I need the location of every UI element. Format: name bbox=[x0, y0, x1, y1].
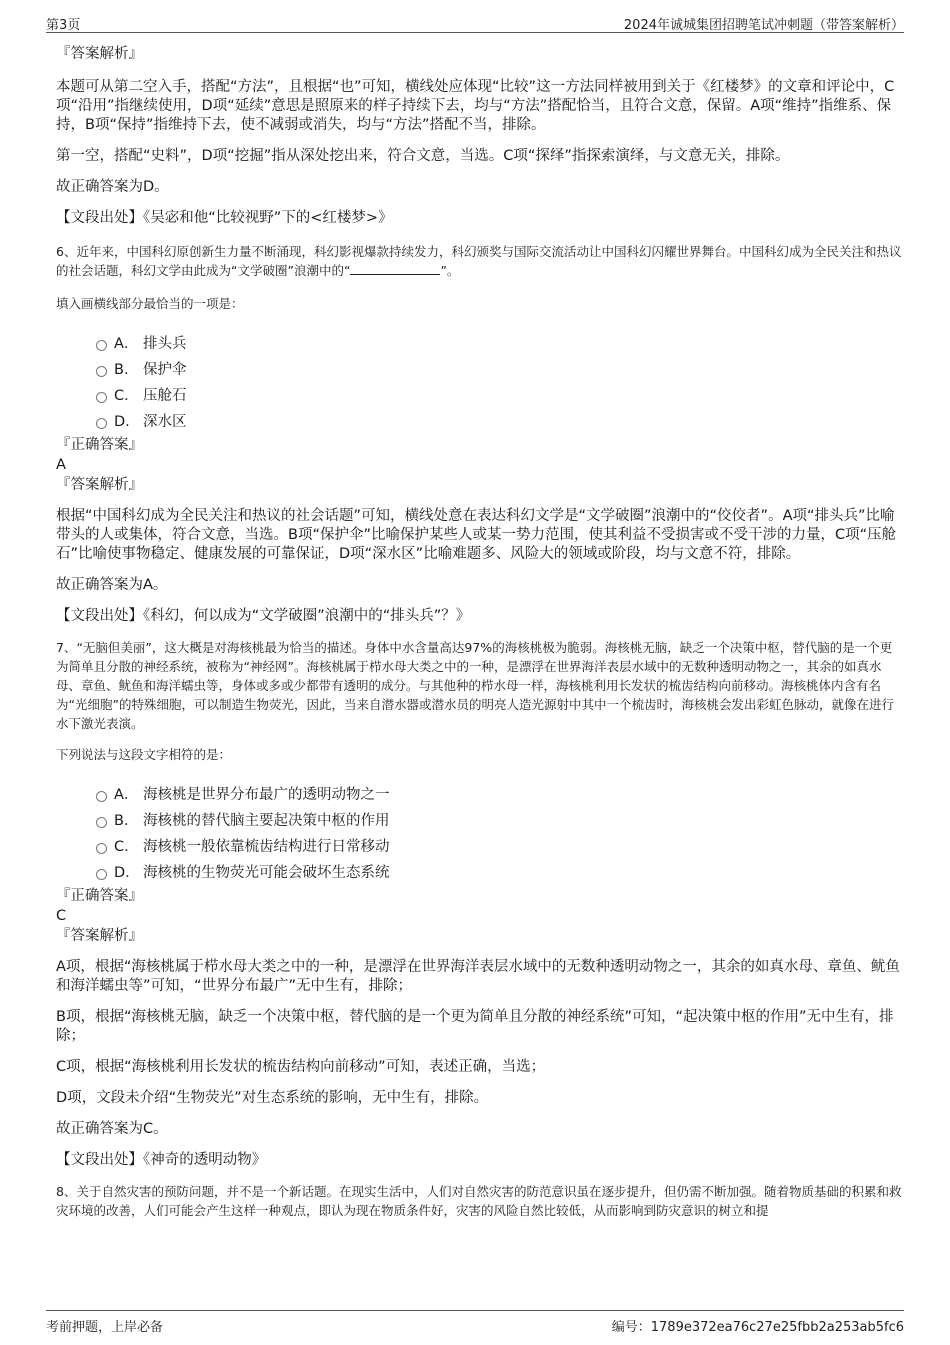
q6-source: 【文段出处】《科幻，何以成为“文学破圈”浪潮中的“排头兵”？》 bbox=[56, 608, 471, 624]
q6-instruction: 填入画横线部分最恰当的一项是： bbox=[56, 296, 244, 311]
q5-analysis-paragraph: 本题可从第二空入手，搭配“方法”，且根据“也”可知，横线处应体现“比较”这一方法同样被用到关于《红楼梦》的文章和评论中，C项“沿用”指继续使用，D项“延续”意思是照原来的样子持续下去，均与“方法”搭配恰当，且符合文意，保留。A项“维持”指维系、保持，B项“保持”指维持下去，使不减弱或消失，均与“方法”搭配不当，排除。 bbox=[56, 79, 895, 133]
page-header bbox=[46, 12, 904, 33]
radio-icon[interactable] bbox=[96, 869, 107, 880]
page-number: 第3页 bbox=[46, 18, 81, 33]
radio-icon[interactable] bbox=[96, 843, 107, 854]
document-title: 2024年诚城集团招聘笔试冲刺题（带答案解析） bbox=[623, 18, 904, 33]
radio-icon[interactable] bbox=[96, 392, 107, 403]
q8-stem: 8、关于自然灾害的预防问题，并不是一个新话题。在现实生活中，人们对自然灾害的防范意识虽在逐步提升，但仍需不断加强。随着物质基础的积累和救灾环境的改善，人们可能会产生这样一种观点，即认为现在物质条件好，灾害的风险自然比较低，从而影响到防灾意识的树立和提 bbox=[56, 1184, 902, 1218]
page-footer bbox=[46, 1310, 904, 1333]
q7-stem: 7、“无脑但美丽”，这大概是对海核桃最为恰当的描述。身体中水含量高达97%的海核桃极为脆弱。海核桃无脑，缺乏一个决策中枢，替代脑的是一个更为简单且分散的神经系统，被称为“神经网”。海核桃属于栉水母大类之中的一种，是漂浮在世界海洋表层水域中的无数种透明动物之一，其余的如真水母、章鱼、鱿鱼和海洋蠕虫等，身体或多或少都带有透明的成分。与其他种的栉水母一样，海核桃利用长发状的梳齿结构向前移动。海核桃体内含有名为“光细胞”的特殊细胞，可以制造生物荧光，因此，当来自潜水器或潜水员的明亮人造光源射中其中一个梳齿时，海核桃会发出彩虹色脉动，就像在进行水下激光表演。 bbox=[56, 640, 894, 731]
q7-answer-label: 『正确答案』 bbox=[56, 888, 143, 904]
q5-conclusion: 故正确答案为D。 bbox=[56, 179, 169, 195]
q7-analysis-paragraph: D项，文段未介绍“生物荧光”对生态系统的影响，无中生有，排除。 bbox=[56, 1090, 489, 1106]
radio-icon[interactable] bbox=[96, 817, 107, 828]
q7-option-d[interactable]: D． 海核桃的生物荧光可能会破坏生态系统 bbox=[56, 860, 902, 886]
radio-icon[interactable] bbox=[96, 340, 107, 351]
q7-source: 【文段出处】《神奇的透明动物》 bbox=[56, 1152, 267, 1168]
q6-option-c[interactable]: C． 压舱石 bbox=[56, 383, 902, 409]
q5-analysis-paragraph: 第一空，搭配“史料”，D项“挖掘”指从深处挖出来，符合文意，当选。C项“探绎”指探索演绎，与文意无关，排除。 bbox=[56, 148, 790, 164]
q6-option-d[interactable]: D． 深水区 bbox=[56, 409, 902, 435]
q7-option-c[interactable]: C． 海核桃一般依靠梳齿结构进行日常移动 bbox=[56, 834, 902, 860]
footer-slogan: 考前押题，上岸必备 bbox=[46, 1320, 164, 1335]
q7-analysis-paragraph: A项，根据“海核桃属于栉水母大类之中的一种，是漂浮在世界海洋表层水域中的无数种透明动物之一，其余的如真水母、章鱼、鱿鱼和海洋蠕虫等”可知，“世界分布最广”无中生有，排除； bbox=[56, 959, 900, 994]
q7-options bbox=[56, 782, 902, 886]
q5-analysis-label: 『答案解析』 bbox=[56, 46, 143, 62]
q6-options bbox=[56, 331, 902, 435]
q6-stem-end: ”。 bbox=[440, 263, 460, 278]
q6-stem bbox=[56, 242, 902, 280]
q6-option-a[interactable]: A． 排头兵 bbox=[56, 331, 902, 357]
q7-analysis-paragraph: B项，根据“海核桃无脑，缺乏一个决策中枢，替代脑的是一个更为简单且分散的神经系统”可知，“起决策中枢的作用”无中生有，排除； bbox=[56, 1009, 894, 1044]
q6-option-b[interactable]: B． 保护伞 bbox=[56, 357, 902, 383]
q7-conclusion: 故正确答案为C。 bbox=[56, 1121, 168, 1137]
q7-option-a[interactable]: A． 海核桃是世界分布最广的透明动物之一 bbox=[56, 782, 902, 808]
q7-option-b[interactable]: B． 海核桃的替代脑主要起决策中枢的作用 bbox=[56, 808, 902, 834]
q6-analysis-paragraph: 根据“中国科幻成为全民关注和热议的社会话题”可知，横线处意在表达科幻文学是“文学破圈”浪潮中的“佼佼者”。A项“排头兵”比喻带头的人或集体，符合文意，当选。B项“保护伞”比喻保护某些人或某一势力范围，使其利益不受损害或不受干涉的力量，C项“压舱石”比喻使事物稳定、健康发展的可靠保证，D项“深水区”比喻难题多、风险大的领域或阶段，均与文意不符，排除。 bbox=[56, 508, 897, 562]
radio-icon[interactable] bbox=[96, 366, 107, 377]
q6-stem-text: 6、近年来，中国科幻原创新生力量不断涌现，科幻影视爆款持续发力，科幻颁奖与国际交流活动让中国科幻闪耀世界舞台。中国科幻成为全民关注和热议的社会话题，科幻文学由此成为“文学破圈”浪潮中的“ bbox=[56, 244, 902, 278]
document-code: 编号：1789e372ea76c27e25fbb2a253ab5fc6 bbox=[611, 1320, 904, 1335]
radio-icon[interactable] bbox=[96, 418, 107, 429]
document-body bbox=[56, 44, 902, 1220]
radio-icon[interactable] bbox=[96, 791, 107, 802]
q7-analysis-paragraph: C项，根据“海核桃利用长发状的梳齿结构向前移动”可知，表述正确，当选； bbox=[56, 1059, 546, 1075]
q6-answer: A bbox=[56, 457, 66, 473]
q7-answer: C bbox=[56, 908, 67, 924]
q5-source: 【文段出处】《吴宓和他“比较视野”下的<红楼梦>》 bbox=[56, 210, 393, 226]
q7-instruction: 下列说法与这段文字相符的是： bbox=[56, 747, 232, 762]
q6-analysis-label: 『答案解析』 bbox=[56, 477, 143, 493]
q6-blank bbox=[350, 261, 440, 275]
q6-answer-label: 『正确答案』 bbox=[56, 437, 143, 453]
q6-conclusion: 故正确答案为A。 bbox=[56, 577, 168, 593]
q7-analysis-label: 『答案解析』 bbox=[56, 928, 143, 944]
